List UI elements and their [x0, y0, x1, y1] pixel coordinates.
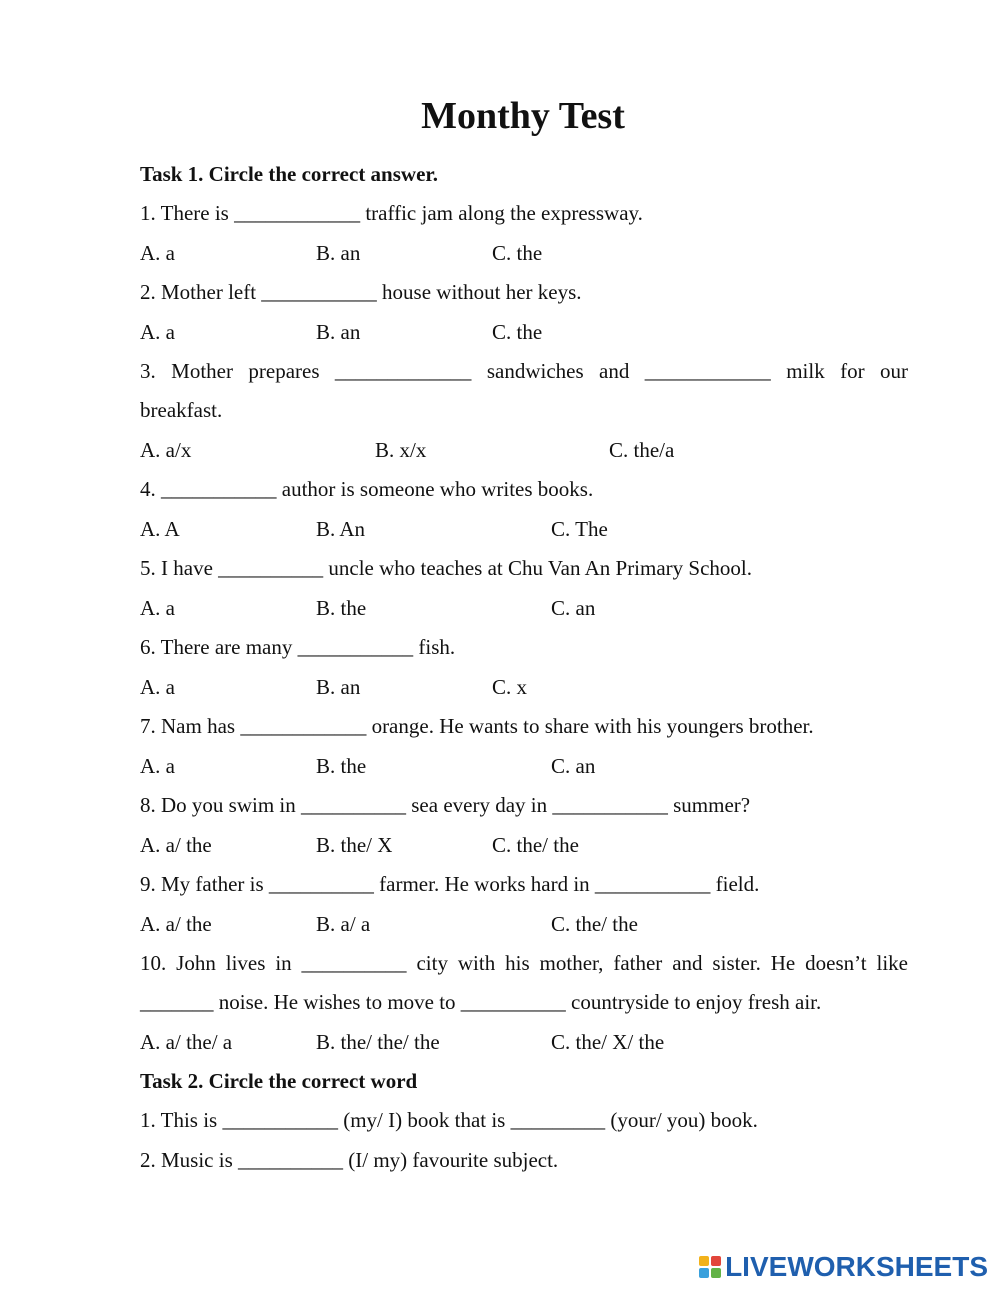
question-3-line1: 3. Mother prepares _____________ sandwiches and ____________ milk for our: [140, 359, 908, 383]
logo-text: LIVEWORKSHEETS: [725, 1251, 988, 1282]
q9-option-a[interactable]: A. a/ the: [140, 912, 212, 936]
question-8: 8. Do you swim in __________ sea every day in ___________ summer?: [140, 793, 751, 817]
q5-option-c[interactable]: C. an: [551, 596, 596, 620]
q3-option-c[interactable]: C. the/a: [609, 438, 675, 462]
q2-option-c[interactable]: C. the: [492, 320, 543, 344]
q6-option-b[interactable]: B. an: [316, 675, 361, 699]
task1-heading: Task 1. Circle the correct answer.: [140, 162, 439, 186]
question-5: 5. I have __________ uncle who teaches at Chu Van An Primary School.: [140, 556, 753, 580]
q8-option-b[interactable]: B. the/ X: [316, 833, 393, 857]
question-7: 7. Nam has ____________ orange. He wants to share with his youngers brother.: [140, 714, 814, 738]
logo-mark-square: [711, 1268, 721, 1278]
q10-option-b[interactable]: B. the/ the/ the: [316, 1030, 440, 1054]
liveworksheets-logo-icon: [699, 1256, 721, 1278]
q4-option-a[interactable]: A. A: [140, 517, 180, 541]
q4-option-c[interactable]: C. The: [551, 517, 608, 541]
q1-option-a[interactable]: A. a: [140, 241, 175, 265]
q4-option-b[interactable]: B. An: [316, 517, 366, 541]
logo-mark-square: [699, 1268, 709, 1278]
q1-option-c[interactable]: C. the: [492, 241, 543, 265]
logo-mark-square: [711, 1256, 721, 1266]
logo-mark-square: [699, 1256, 709, 1266]
q10-option-a[interactable]: A. a/ the/ a: [140, 1030, 233, 1054]
q8-option-c[interactable]: C. the/ the: [492, 833, 579, 857]
q7-option-a[interactable]: A. a: [140, 754, 175, 778]
page-title: Monthy Test: [421, 95, 625, 137]
liveworksheets-logo[interactable]: [699, 1252, 988, 1282]
q2-option-a[interactable]: A. a: [140, 320, 175, 344]
q7-option-c[interactable]: C. an: [551, 754, 596, 778]
question-6: 6. There are many ___________ fish.: [140, 635, 456, 659]
q7-option-b[interactable]: B. the: [316, 754, 367, 778]
q6-option-c[interactable]: C. x: [492, 675, 528, 699]
q5-option-b[interactable]: B. the: [316, 596, 367, 620]
q2-option-b[interactable]: B. an: [316, 320, 361, 344]
task2-item-2: 2. Music is __________ (I/ my) favourite subject.: [140, 1148, 559, 1172]
task2-heading: Task 2. Circle the correct word: [140, 1069, 418, 1093]
task2-item-1: 1. This is ___________ (my/ I) book that is _________ (your/ you) book.: [140, 1108, 758, 1132]
q3-option-a[interactable]: A. a/x: [140, 438, 192, 462]
question-10-line2: _______ noise. He wishes to move to __________ countryside to enjoy fresh air.: [140, 990, 822, 1014]
q3-option-b[interactable]: B. x/x: [375, 438, 427, 462]
question-1: 1. There is ____________ traffic jam along the expressway.: [140, 201, 643, 225]
q6-option-a[interactable]: A. a: [140, 675, 175, 699]
question-9: 9. My father is __________ farmer. He works hard in ___________ field.: [140, 872, 760, 896]
question-10-line1: 10. John lives in __________ city with his mother, father and sister. He doesn’t like: [140, 951, 908, 975]
question-4: 4. ___________ author is someone who writes books.: [140, 477, 594, 501]
q9-option-c[interactable]: C. the/ the: [551, 912, 638, 936]
q10-option-c[interactable]: C. the/ X/ the: [551, 1030, 665, 1054]
q9-option-b[interactable]: B. a/ a: [316, 912, 371, 936]
q8-option-a[interactable]: A. a/ the: [140, 833, 212, 857]
question-3-line2: breakfast.: [140, 398, 223, 422]
q5-option-a[interactable]: A. a: [140, 596, 175, 620]
question-2: 2. Mother left ___________ house without her keys.: [140, 280, 582, 304]
q1-option-b[interactable]: B. an: [316, 241, 361, 265]
